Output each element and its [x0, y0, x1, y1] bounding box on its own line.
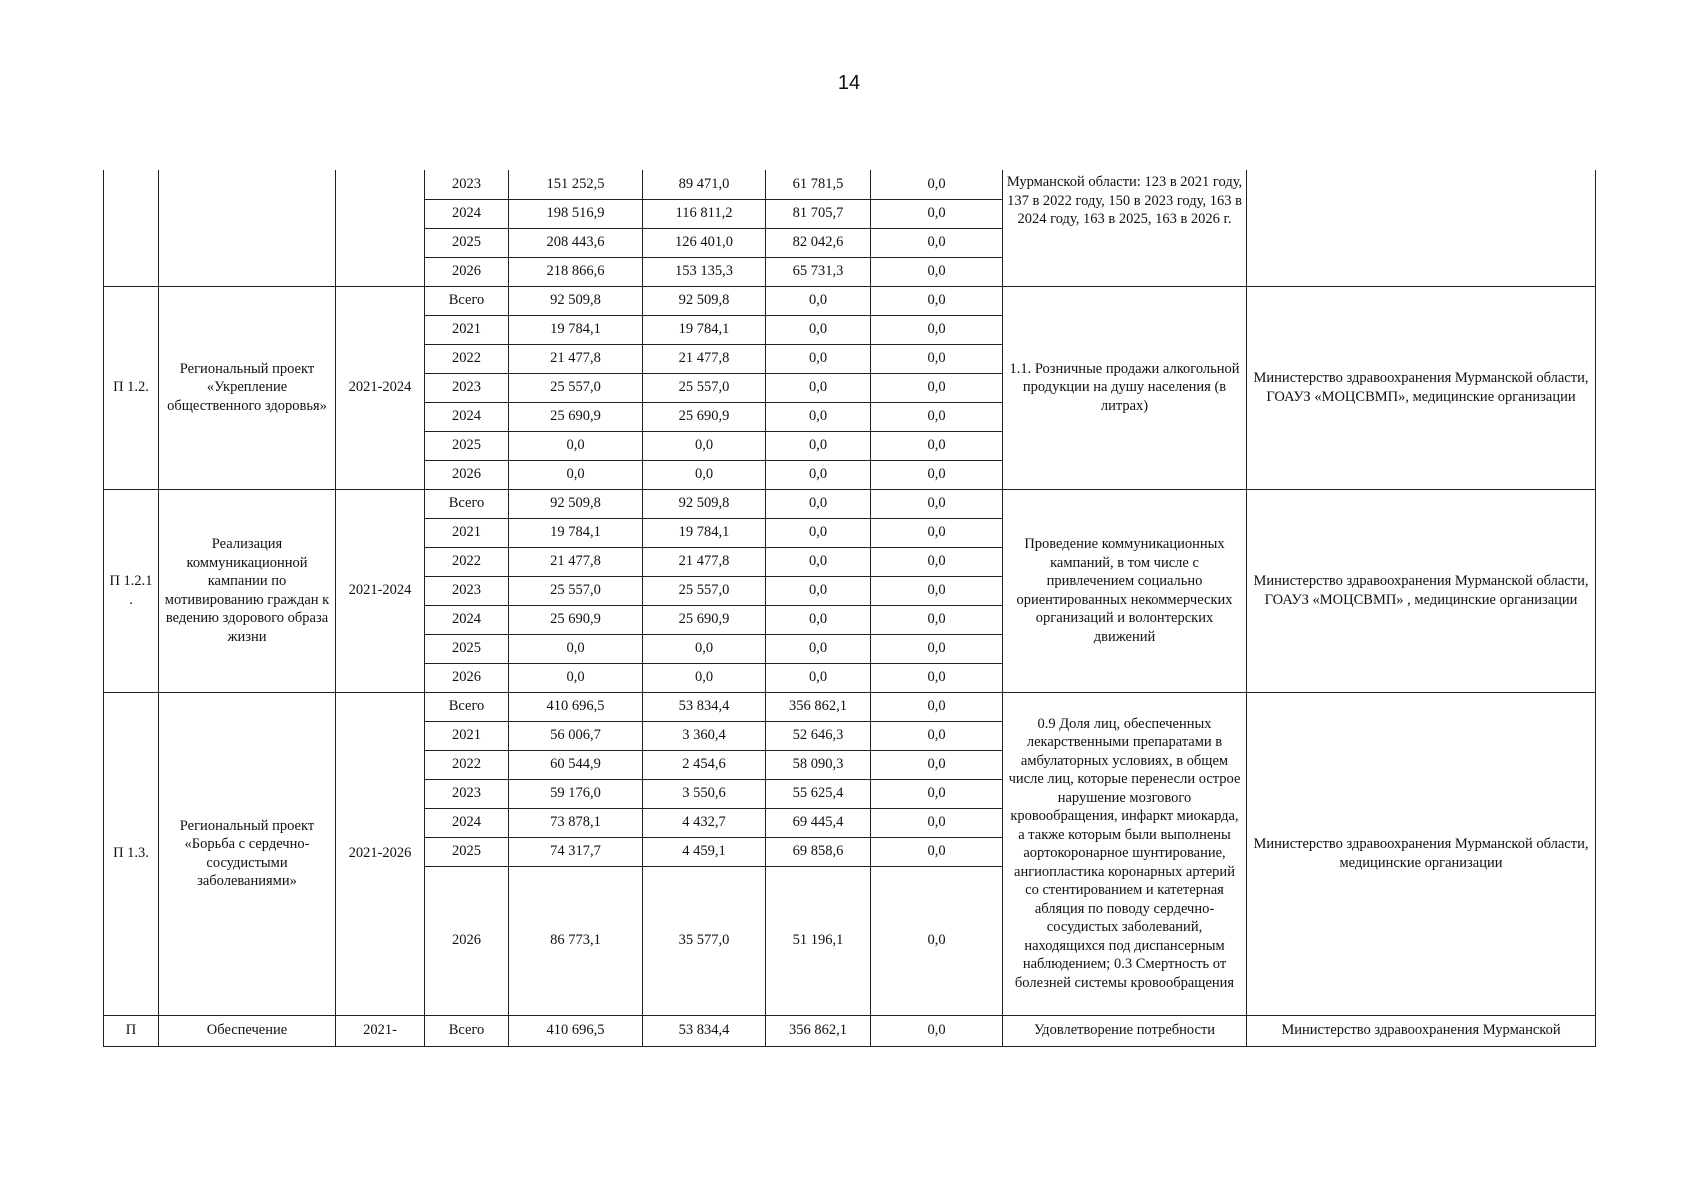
other-sources-cell: 0,0: [871, 808, 1003, 837]
year-cell: 2024: [425, 808, 509, 837]
other-sources-cell: 0,0: [871, 1015, 1003, 1046]
federal-budget-cell: 0,0: [766, 489, 871, 518]
total-cell: 59 176,0: [509, 779, 643, 808]
total-cell: 73 878,1: [509, 808, 643, 837]
regional-budget-cell: 89 471,0: [643, 170, 766, 199]
period-cell: 2021-2024: [336, 489, 425, 692]
name-cell: Реализация коммуникационной кампании по мотивированию граждан к ведению здорового образа жизни: [159, 489, 336, 692]
table-row: [104, 1015, 1596, 1046]
regional-budget-cell: 3 550,6: [643, 779, 766, 808]
total-cell: 198 516,9: [509, 199, 643, 228]
federal-budget-cell: 52 646,3: [766, 721, 871, 750]
federal-budget-cell: 55 625,4: [766, 779, 871, 808]
name-cell: Региональный проект «Укрепление общественного здоровья»: [159, 286, 336, 489]
federal-budget-cell: 0,0: [766, 576, 871, 605]
total-cell: 60 544,9: [509, 750, 643, 779]
federal-budget-cell: 0,0: [766, 547, 871, 576]
federal-budget-cell: 82 042,6: [766, 228, 871, 257]
year-cell: 2021: [425, 315, 509, 344]
regional-budget-cell: 19 784,1: [643, 518, 766, 547]
regional-budget-cell: 153 135,3: [643, 257, 766, 286]
regional-budget-cell: 0,0: [643, 634, 766, 663]
indicator-cell: Проведение коммуникационных кампаний, в том числе с привлечением социально ориентированных некоммерческих организаций и волонтерских движений: [1003, 489, 1247, 692]
other-sources-cell: 0,0: [871, 286, 1003, 315]
year-cell: 2024: [425, 402, 509, 431]
total-cell: 208 443,6: [509, 228, 643, 257]
code-cell: П: [104, 1015, 159, 1046]
code-cell: П 1.2.1 .: [104, 489, 159, 692]
regional-budget-cell: 25 557,0: [643, 576, 766, 605]
year-cell: Всего: [425, 1015, 509, 1046]
year-cell: 2023: [425, 373, 509, 402]
other-sources-cell: 0,0: [871, 402, 1003, 431]
period-cell: 2021-2026: [336, 692, 425, 1015]
regional-budget-cell: 25 557,0: [643, 373, 766, 402]
indicator-cell: 0.9 Доля лиц, обеспеченных лекарственными препаратами в амбулаторных условиях, в общем числе лиц, которые перенесли острое нарушение мозгового кровообращения, инфаркт миокарда, а также которым были выполнены аортокоронарное шунтирование, ангиопластика коронарных артерий со стентированием и катетерная абляция по поводу сердечно-сосудистых заболеваний, находящихся под диспансерным наблюдением; 0.3 Смертность от болезней системы кровообращения: [1003, 692, 1247, 1015]
indicator-cell: Мурманской области: 123 в 2021 году, 137 в 2022 году, 150 в 2023 году, 163 в 2024 году, 163 в 2025, 163 в 2026 г.: [1003, 170, 1247, 286]
total-cell: 25 557,0: [509, 576, 643, 605]
total-cell: 0,0: [509, 460, 643, 489]
federal-budget-cell: 0,0: [766, 634, 871, 663]
total-cell: 92 509,8: [509, 286, 643, 315]
regional-budget-cell: 21 477,8: [643, 547, 766, 576]
other-sources-cell: 0,0: [871, 837, 1003, 866]
total-cell: 25 690,9: [509, 605, 643, 634]
federal-budget-cell: 0,0: [766, 344, 871, 373]
year-cell: 2022: [425, 547, 509, 576]
other-sources-cell: 0,0: [871, 431, 1003, 460]
regional-budget-cell: 25 690,9: [643, 402, 766, 431]
total-cell: 86 773,1: [509, 866, 643, 1015]
other-sources-cell: 0,0: [871, 692, 1003, 721]
name-cell: Региональный проект «Борьба с сердечно-сосудистыми заболеваниями»: [159, 692, 336, 1015]
total-cell: 151 252,5: [509, 170, 643, 199]
total-cell: 19 784,1: [509, 315, 643, 344]
other-sources-cell: 0,0: [871, 199, 1003, 228]
total-cell: 56 006,7: [509, 721, 643, 750]
year-cell: 2025: [425, 228, 509, 257]
table-row: [104, 170, 1596, 199]
year-cell: 2021: [425, 518, 509, 547]
other-sources-cell: 0,0: [871, 373, 1003, 402]
table-row: [104, 489, 1596, 518]
year-cell: Всего: [425, 489, 509, 518]
regional-budget-cell: 53 834,4: [643, 692, 766, 721]
period-cell: 2021-2024: [336, 286, 425, 489]
federal-budget-cell: 81 705,7: [766, 199, 871, 228]
regional-budget-cell: 0,0: [643, 431, 766, 460]
total-cell: 25 690,9: [509, 402, 643, 431]
responsible-cell: Министерство здравоохранения Мурманской области, медицинские организации: [1247, 692, 1596, 1015]
federal-budget-cell: 0,0: [766, 460, 871, 489]
year-cell: Всего: [425, 692, 509, 721]
federal-budget-cell: 0,0: [766, 431, 871, 460]
budget-table: [103, 170, 1596, 1047]
total-cell: 0,0: [509, 663, 643, 692]
federal-budget-cell: 69 858,6: [766, 837, 871, 866]
other-sources-cell: 0,0: [871, 750, 1003, 779]
year-cell: 2026: [425, 257, 509, 286]
federal-budget-cell: 65 731,3: [766, 257, 871, 286]
other-sources-cell: 0,0: [871, 518, 1003, 547]
total-cell: 410 696,5: [509, 1015, 643, 1046]
period-cell: 2021-: [336, 1015, 425, 1046]
year-cell: 2021: [425, 721, 509, 750]
other-sources-cell: 0,0: [871, 228, 1003, 257]
other-sources-cell: 0,0: [871, 605, 1003, 634]
other-sources-cell: 0,0: [871, 460, 1003, 489]
name-cell: Обеспечение: [159, 1015, 336, 1046]
code-cell: П 1.3.: [104, 692, 159, 1015]
other-sources-cell: 0,0: [871, 344, 1003, 373]
total-cell: 21 477,8: [509, 344, 643, 373]
other-sources-cell: 0,0: [871, 257, 1003, 286]
regional-budget-cell: 19 784,1: [643, 315, 766, 344]
regional-budget-cell: 116 811,2: [643, 199, 766, 228]
regional-budget-cell: 0,0: [643, 663, 766, 692]
other-sources-cell: 0,0: [871, 663, 1003, 692]
year-cell: 2024: [425, 605, 509, 634]
year-cell: 2025: [425, 634, 509, 663]
federal-budget-cell: 356 862,1: [766, 692, 871, 721]
indicator-cell: 1.1. Розничные продажи алкогольной продукции на душу населения (в литрах): [1003, 286, 1247, 489]
code-cell: [104, 170, 159, 286]
federal-budget-cell: 69 445,4: [766, 808, 871, 837]
regional-budget-cell: 3 360,4: [643, 721, 766, 750]
federal-budget-cell: 356 862,1: [766, 1015, 871, 1046]
total-cell: 0,0: [509, 634, 643, 663]
indicator-cell: Удовлетворение потребности: [1003, 1015, 1247, 1046]
federal-budget-cell: 51 196,1: [766, 866, 871, 1015]
responsible-cell: Министерство здравоохранения Мурманской области, ГОАУЗ «МОЦСВМП» , медицинские организации: [1247, 489, 1596, 692]
other-sources-cell: 0,0: [871, 779, 1003, 808]
regional-budget-cell: 126 401,0: [643, 228, 766, 257]
federal-budget-cell: 0,0: [766, 373, 871, 402]
responsible-cell: Министерство здравоохранения Мурманской: [1247, 1015, 1596, 1046]
total-cell: 25 557,0: [509, 373, 643, 402]
year-cell: 2024: [425, 199, 509, 228]
federal-budget-cell: 0,0: [766, 315, 871, 344]
regional-budget-cell: 35 577,0: [643, 866, 766, 1015]
federal-budget-cell: 0,0: [766, 663, 871, 692]
total-cell: 21 477,8: [509, 547, 643, 576]
code-cell: П 1.2.: [104, 286, 159, 489]
total-cell: 92 509,8: [509, 489, 643, 518]
responsible-cell: Министерство здравоохранения Мурманской области, ГОАУЗ «МОЦСВМП», медицинские организации: [1247, 286, 1596, 489]
other-sources-cell: 0,0: [871, 170, 1003, 199]
year-cell: 2026: [425, 460, 509, 489]
year-cell: 2023: [425, 170, 509, 199]
federal-budget-cell: 0,0: [766, 518, 871, 547]
other-sources-cell: 0,0: [871, 634, 1003, 663]
other-sources-cell: 0,0: [871, 576, 1003, 605]
table-row: [104, 286, 1596, 315]
regional-budget-cell: 4 459,1: [643, 837, 766, 866]
total-cell: 0,0: [509, 431, 643, 460]
regional-budget-cell: 53 834,4: [643, 1015, 766, 1046]
regional-budget-cell: 92 509,8: [643, 489, 766, 518]
other-sources-cell: 0,0: [871, 721, 1003, 750]
year-cell: 2022: [425, 750, 509, 779]
total-cell: 410 696,5: [509, 692, 643, 721]
regional-budget-cell: 21 477,8: [643, 344, 766, 373]
year-cell: 2026: [425, 866, 509, 1015]
responsible-cell: [1247, 170, 1596, 286]
table-row: [104, 692, 1596, 721]
total-cell: 74 317,7: [509, 837, 643, 866]
year-cell: 2025: [425, 837, 509, 866]
year-cell: 2023: [425, 576, 509, 605]
regional-budget-cell: 25 690,9: [643, 605, 766, 634]
other-sources-cell: 0,0: [871, 315, 1003, 344]
regional-budget-cell: 4 432,7: [643, 808, 766, 837]
federal-budget-cell: 61 781,5: [766, 170, 871, 199]
year-cell: 2025: [425, 431, 509, 460]
federal-budget-cell: 58 090,3: [766, 750, 871, 779]
other-sources-cell: 0,0: [871, 489, 1003, 518]
total-cell: 19 784,1: [509, 518, 643, 547]
regional-budget-cell: 2 454,6: [643, 750, 766, 779]
year-cell: Всего: [425, 286, 509, 315]
federal-budget-cell: 0,0: [766, 402, 871, 431]
year-cell: 2022: [425, 344, 509, 373]
year-cell: 2023: [425, 779, 509, 808]
total-cell: 218 866,6: [509, 257, 643, 286]
year-cell: 2026: [425, 663, 509, 692]
other-sources-cell: 0,0: [871, 547, 1003, 576]
federal-budget-cell: 0,0: [766, 605, 871, 634]
name-cell: [159, 170, 336, 286]
other-sources-cell: 0,0: [871, 866, 1003, 1015]
regional-budget-cell: 0,0: [643, 460, 766, 489]
period-cell: [336, 170, 425, 286]
page-number: 14: [837, 72, 861, 94]
federal-budget-cell: 0,0: [766, 286, 871, 315]
regional-budget-cell: 92 509,8: [643, 286, 766, 315]
